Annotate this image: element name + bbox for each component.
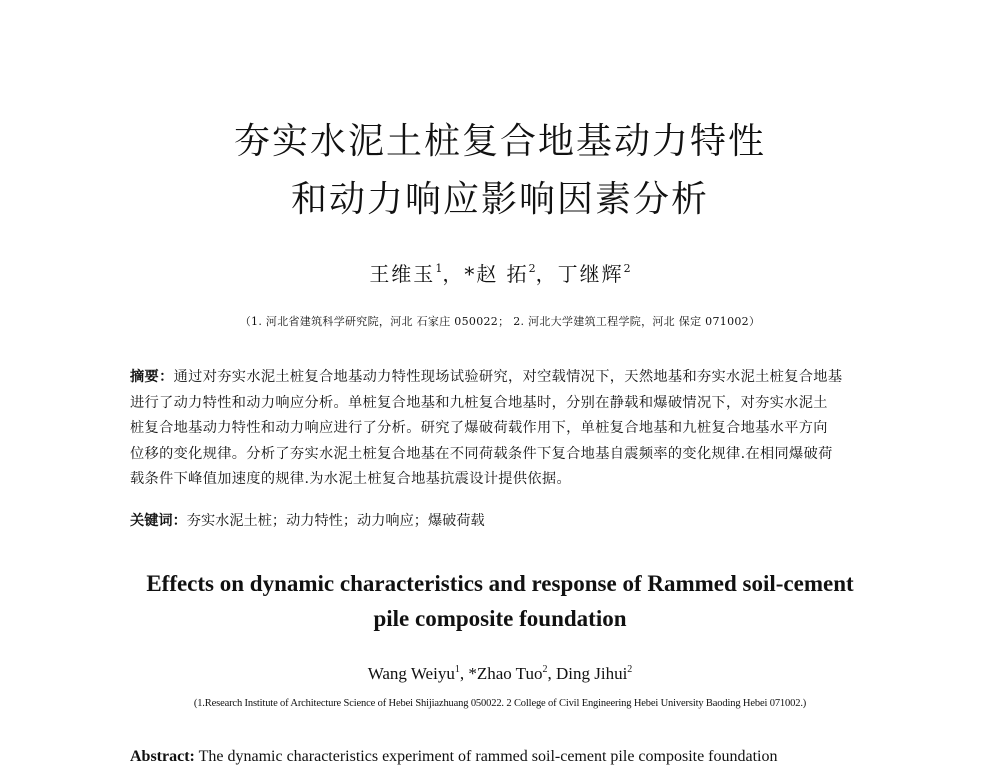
chinese-affiliation: （1. 河北省建筑科学研究院，河北 石家庄 050022； 2. 河北大学建筑工程学院，河北 保定 071002）	[239, 315, 761, 328]
english-abstract-label: Abstract:	[130, 748, 195, 765]
author-affiliation-mark: 1	[454, 664, 460, 675]
english-title-line-1: Effects on dynamic characteristics and response of Rammed soil-cement	[146, 571, 854, 596]
english-title-line-2: pile composite foundation	[373, 606, 627, 631]
author-name: Ding Jihui	[555, 664, 628, 683]
author-name: 丁继辉	[557, 262, 624, 286]
keywords-label: 关键词：	[130, 513, 187, 529]
abstract-text: 通过对夯实水泥土桩复合地基动力特性现场试验研究，对空载情况下，天然地基和夯实水泥土桩复合地基	[173, 369, 843, 385]
keywords-text: 夯实水泥土桩；动力特性；动力响应；爆破荷载	[186, 513, 485, 529]
abstract-line: 进行了动力特性和动力响应分析。单桩复合地基和九桩复合地基时，分别在静载和爆破情况下，对夯实水泥土	[130, 394, 828, 411]
author-name: Wang Weiyu	[367, 664, 455, 683]
chinese-author-list: 王维玉$^1$，*赵 拓$^2$，丁继辉$^2$	[369, 262, 631, 286]
author-affiliation-mark: 1	[435, 262, 443, 275]
author-affiliation-mark: 2	[627, 664, 633, 675]
abstract-line: 载条件下峰值加速度的规律.为水泥土桩复合地基抗震设计提供依据。	[130, 471, 571, 487]
chinese-title-line-2: 和动力响应影响因素分析	[290, 179, 709, 220]
english-affiliation: (1.Research Institute of Architecture Science of Hebei Shijiazhuang 050022. 2 College of Civil Engineering Hebei University Baoding Hebei 071002.)	[193, 698, 807, 709]
chinese-title-line-1: 夯实水泥土桩复合地基动力特性	[233, 121, 766, 162]
english-abstract-text: The dynamic characteristics experiment of rammed soil-cement pile composite foundation	[198, 748, 778, 765]
author-name: *Zhao Tuo	[468, 664, 543, 683]
chinese-keywords	[130, 509, 875, 534]
abstract-line	[130, 365, 875, 391]
abstract-line: 位移的变化规律。分析了夯实水泥土桩复合地基在不同荷载条件下复合地基自震频率的变化规律.在相同爆破荷	[130, 445, 833, 462]
author-affiliation-mark: 2	[623, 262, 631, 275]
author-name: *赵 拓	[464, 262, 529, 286]
english-author-list: Wang Weiyu$^1$, *Zhao Tuo$^2$, Ding Jihui$^2$	[367, 664, 633, 683]
abstract-label: 摘要：	[130, 369, 174, 385]
author-name: 王维玉	[369, 262, 436, 286]
chinese-abstract	[130, 365, 875, 493]
abstract-line: 桩复合地基动力特性和动力响应进行了分析。研究了爆破荷载作用下，单桩复合地基和九桩复合地基水平方向	[130, 420, 828, 436]
author-affiliation-mark: 2	[528, 262, 536, 275]
author-affiliation-mark: 2	[542, 664, 548, 675]
english-abstract-start	[130, 748, 875, 766]
